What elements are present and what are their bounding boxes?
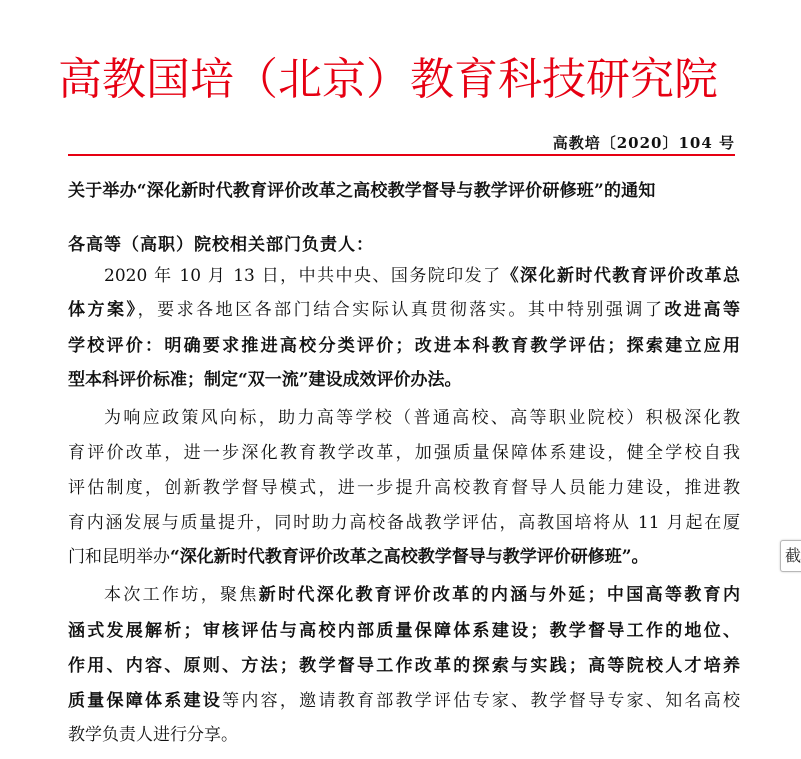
- paragraph-2-line-2: 育评价改革，进一步深化教育教学改革，加强质量保障体系建设，健全学校自我: [68, 443, 740, 463]
- text-run-bold: 质量保障体系建设: [68, 691, 223, 711]
- paragraph-3-line-1: [104, 583, 740, 607]
- text-run-bold: 《深化新时代教育评价改革总: [501, 266, 741, 286]
- paragraph-2-line-4: 育内涵发展与质量提升，同时助力高校备战教学评估，高教国培将从 11 月起在厦: [68, 513, 740, 533]
- text-run: 门和昆明举办: [68, 547, 170, 567]
- text-run-bold: 新时代深化教育评价改革的内涵与外延；中国高等教育内: [258, 585, 740, 605]
- text-run: 2020 年 10 月 13 日，中共中央、国务院印发了: [104, 266, 502, 286]
- institute-header-title: 高教国培（北京）教育科技研究院: [58, 54, 718, 105]
- notice-title: 关于举办“深化新时代教育评价改革之高校教学督导与教学评价研修班”的通知: [68, 181, 656, 201]
- paragraph-3-line-3: 作用、内容、原则、方法；教学督导工作改革的探索与实践；高等院校人才培养: [68, 656, 740, 676]
- text-run-bold: “深化新时代教育评价改革之高校教学督导与教学评价研修班”。: [170, 547, 649, 567]
- paragraph-2-line-3: 评估制度，创新教学督导模式，进一步提升高校教育督导人员能力建设，推进教: [68, 478, 740, 498]
- paragraph-2-line-1: 为响应政策风向标，助力高等学校（普通高校、高等职业院校）积极深化教: [104, 408, 740, 428]
- text-run: 等内容，邀请教育部教学评估专家、教学督导专家、知名高校: [222, 691, 741, 711]
- red-divider-rule: [68, 154, 735, 156]
- paragraph-1-line-2: [68, 298, 740, 322]
- text-run: 本次工作坊，聚焦: [104, 585, 259, 605]
- paragraph-3-line-4: [68, 689, 740, 713]
- document-number: 高教培〔2020〕104 号: [552, 134, 735, 152]
- text-run-bold: 体方案》: [68, 300, 138, 320]
- paragraph-3-line-5: 教学负责人进行分享。: [68, 725, 238, 745]
- paragraph-1-line-3: 学校评价：明确要求推进高校分类评价；改进本科教育教学评估；探索建立应用: [68, 336, 740, 356]
- paragraph-3-line-2: 涵式发展解析；审核评估与高校内部质量保障体系建设；教学督导工作的地位、: [68, 621, 740, 641]
- salutation: 各高等（高职）院校相关部门负责人：: [68, 235, 374, 255]
- text-run: ，要求各地区各部门结合实际认真贯彻落实。其中特别强调了: [137, 300, 665, 320]
- screenshot-side-tab[interactable]: 截: [780, 540, 801, 572]
- paragraph-1-line-1: [104, 264, 740, 288]
- text-run-bold: 改进高等: [664, 300, 741, 320]
- paragraph-1-line-4: 型本科评价标准；制定“双一流”建设成效评价办法。: [68, 370, 462, 390]
- paragraph-2-line-5: [68, 545, 740, 569]
